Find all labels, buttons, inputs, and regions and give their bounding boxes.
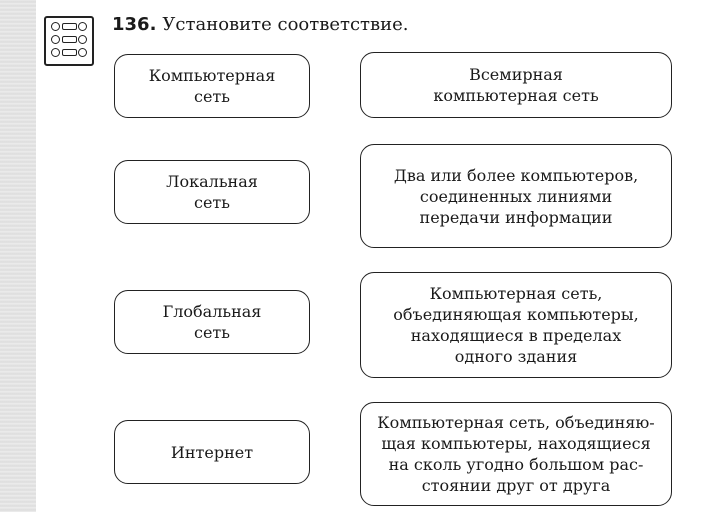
term-box-internet[interactable] (114, 420, 310, 484)
term-box-computer-network[interactable] (114, 54, 310, 118)
page-margin-strip (0, 0, 36, 512)
matching-task-icon (44, 16, 94, 66)
term-box-local-network[interactable] (114, 160, 310, 224)
term-label: Глобальная сеть (162, 302, 262, 342)
term-label: Интернет (170, 442, 254, 462)
definition-box-worldwide[interactable] (360, 52, 672, 118)
definition-label: Компьютерная сеть, объединяю- щая компьютеры, находящиеся на сколь угодно большом рас- стоянии друг от друга (377, 413, 655, 495)
term-label: Локальная сеть (166, 172, 258, 212)
term-label: Компьютерная сеть (148, 66, 276, 106)
task-number: 136. (112, 14, 157, 35)
task-header (112, 14, 409, 35)
task-instruction: Установите соответствие. (162, 14, 409, 35)
definition-label: Всемирная компьютерная сеть (433, 65, 599, 105)
term-box-global-network[interactable] (114, 290, 310, 354)
definition-label: Два или более компьютеров, соединенных линиями передачи информации (393, 165, 639, 227)
definition-label: Компьютерная сеть, объединяющая компьютеры, находящиеся в пределах одного здания (393, 284, 639, 366)
definition-box-one-building[interactable] (360, 272, 672, 378)
definition-box-two-or-more[interactable] (360, 144, 672, 248)
definition-box-any-distance[interactable] (360, 402, 672, 506)
